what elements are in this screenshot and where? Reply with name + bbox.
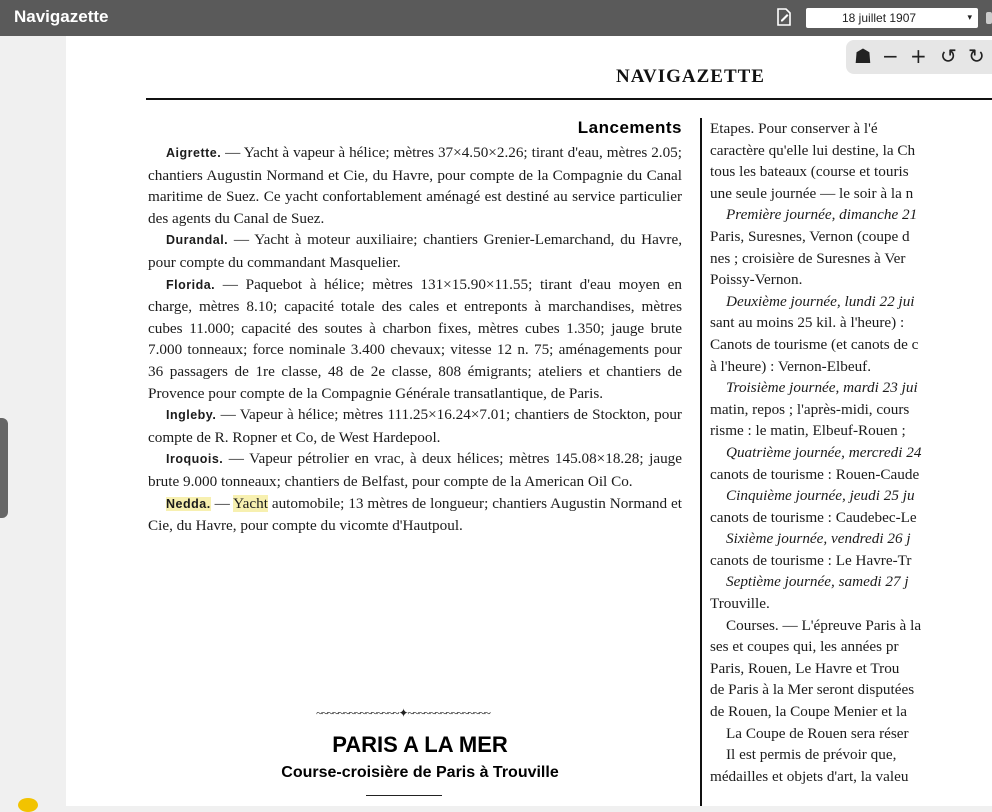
entry-ingleby (148, 404, 682, 448)
etapes-column (710, 118, 992, 787)
entry-text: — Yacht à vapeur à hélice; mètres 37×4.50×2.26; tirant d'eau, mètres 2.05; chantiers Augustin Normand et Cie, du Havre, pour compte de la Compagnie du Canal maritime de Suez. Ce yacht confortablement aménagé est destiné au service particulier des agents du Canal de Suez. (148, 144, 682, 227)
col2-line: Troisième journée, mardi 23 jui (726, 379, 918, 397)
entry-name: Iroquois. (166, 452, 224, 467)
entry-name: Florida. (166, 277, 216, 292)
col2-line: canots de tourisme : Le Havre-Tr (710, 551, 912, 569)
col2-line: de Rouen, la Coupe Menier et la (710, 703, 907, 721)
rotate-left-icon[interactable]: ↺ (940, 44, 957, 68)
col2-line: sant au moins 25 kil. à l'heure) : (710, 314, 905, 332)
document-edit-icon[interactable] (774, 7, 794, 27)
entry-aigrette (148, 142, 682, 229)
date-select[interactable] (806, 8, 978, 28)
zoom-toolbar (846, 40, 992, 74)
col2-line: risme : le matin, Elbeuf-Rouen ; (710, 422, 906, 440)
col2-line: canots de tourisme : Rouen-Caude (710, 465, 920, 483)
zoom-out-icon[interactable]: − (882, 44, 899, 68)
entry-name: Ingleby. (166, 408, 217, 423)
col2-line: ses et coupes qui, les années pr (710, 638, 899, 656)
ornament-divider: ~~~~~~~~~~~~~~~✦~~~~~~~~~~~~~~~ (316, 706, 490, 720)
col2-line: une seule journée — le soir à la n (710, 184, 914, 202)
col2-line: Poissy-Vernon. (710, 271, 803, 289)
title-bar (0, 0, 992, 36)
col2-line: Courses. — L'épreuve Paris à la (726, 616, 922, 634)
entry-nedda (148, 493, 682, 537)
entry-name: Aigrette. (166, 146, 222, 160)
col2-line: Sixième journée, vendredi 26 j (726, 530, 911, 548)
col2-line: matin, repos ; l'après-midi, cours (710, 400, 910, 418)
col2-line: médailles et objets d'art, la valeu (710, 767, 909, 785)
col2-line: Il est permis de prévoir que, (726, 746, 897, 764)
col2-line: Deuxième journée, lundi 22 jui (726, 292, 915, 310)
chevron-down-icon: ▾ (967, 12, 972, 22)
col2-line: Septième journée, samedi 27 j (726, 573, 909, 591)
newspaper-header: NAVIGAZETTE (616, 66, 765, 87)
col2-line: Paris, Suresnes, Vernon (coupe d (710, 227, 910, 245)
menu-icon[interactable] (986, 12, 992, 24)
entry-durandal (148, 229, 682, 273)
col2-line: Quatrième journée, mercredi 24 (726, 443, 922, 461)
col2-line: à l'heure) : Vernon-Elbeuf. (710, 357, 872, 375)
entry-name: Durandal. (166, 233, 229, 248)
date-value: 18 juillet 1907 (842, 11, 917, 25)
search-highlight[interactable]: Yacht (233, 494, 268, 512)
app-title: Navigazette (14, 7, 109, 26)
zoom-in-icon[interactable]: + (910, 44, 927, 68)
lancements-title: Lancements (577, 118, 682, 137)
header-rule (146, 98, 992, 100)
col2-line: Canots de tourisme (et canots de c (710, 335, 919, 353)
col2-line: tous les bateaux (course et touris (710, 163, 909, 181)
col2-line: canots de tourisme : Caudebec-Le (710, 508, 917, 526)
section-subtitle: Course-croisière de Paris à Trouville (281, 764, 559, 781)
assistant-icon[interactable] (18, 798, 38, 812)
home-icon[interactable]: ☗ (854, 44, 872, 68)
entry-text: — Vapeur pétrolier en vrac, à deux hélices; mètres 145.08×18.28; jauge brute 9.000 tonneaux; chantiers de Belfast, pour compte de la American Oil Co. (148, 450, 682, 490)
side-panel-handle[interactable] (0, 418, 8, 518)
entry-text: automobile; 13 mètres de longueur; chantiers Augustin Normand et Cie, du Havre, pour compte du vicomte d'Hautpoul. (148, 494, 682, 535)
col2-line: Cinquième journée, jeudi 25 ju (726, 487, 915, 505)
entry-dash: — (210, 494, 234, 512)
entry-text: — Vapeur à hélice; mètres 111.25×16.24×7.01; chantiers de Stockton, pour compte de R. Ropner et Co, de West Hardepool. (148, 406, 682, 446)
col2-line: Paris, Rouen, Le Havre et Trou (710, 659, 900, 677)
rotate-right-icon[interactable]: ↻ (968, 44, 985, 68)
entry-text: — Yacht à moteur auxiliaire; chantiers Grenier-Lemarchand, du Havre, pour compte du commandant Masquelier. (148, 231, 682, 271)
entry-name: Nedda. (166, 496, 211, 511)
col2-line: Première journée, dimanche 21 (726, 206, 918, 224)
col2-line: caractère qu'elle lui destine, la Ch (710, 141, 916, 159)
lancements-column (148, 118, 682, 537)
entry-iroquois (148, 448, 682, 492)
col2-line: Etapes. Pour conserver à l'é (710, 120, 878, 137)
col2-line: de Paris à la Mer seront disputées (710, 681, 915, 699)
entry-florida (148, 274, 682, 405)
column-rule (700, 118, 702, 806)
entry-text: — Paquebot à hélice; mètres 131×15.90×11.55; tirant d'eau moyen en charge, mètres 8.10; capacité totale des cales et entreponts à marchandises, mètres cubes 11.000; capacité des soutes à charbon fixes, mètres cubes 1.350; jauge brute 7.000 tonneaux; force nominale 3.400 chevaux; vitesse 12 n. 75; aménagements pour 36 passagers de 1re classe, 48 de 2e classe, 808 émigrants; ateliers et chantiers de Provence pour compte de la Compagnie Générale transatlantique, de Paris. (148, 275, 682, 402)
section-title: PARIS A LA MER (332, 732, 508, 757)
short-rule (366, 795, 442, 796)
col2-line: nes ; croisière de Suresnes à Ver (710, 249, 906, 267)
col2-line: La Coupe de Rouen sera réser (726, 724, 909, 742)
col2-line: Trouville. (710, 595, 770, 613)
